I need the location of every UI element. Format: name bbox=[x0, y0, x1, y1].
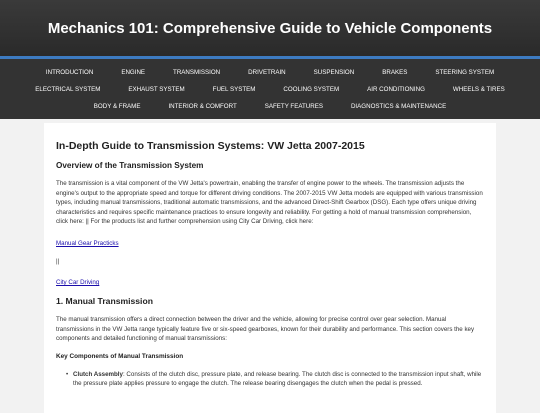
nav-link-diagnostics-maintenance[interactable]: DIAGNOSTICS & MAINTENANCE bbox=[350, 103, 447, 110]
nav-link-wheels-tires[interactable]: WHEELS & TIRES bbox=[452, 86, 505, 93]
components-list bbox=[56, 370, 484, 389]
link-separator: || bbox=[56, 257, 60, 265]
list-item bbox=[66, 370, 484, 389]
manual-transmission-paragraph: The manual transmission offers a direct connection between the driver and the vehicle, allowing for precise control over gear selection. Manual transmissions in the VW Jetta range typically feature five or six-speed gearboxes, known for their durability and performance. This section covers the key components and detailed functioning of manual transmissions: bbox=[56, 315, 475, 343]
nav-link-suspension[interactable]: SUSPENSION bbox=[313, 69, 355, 76]
component-name: Clutch Assembly bbox=[73, 370, 123, 378]
nav-link-cooling-system[interactable]: COOLING SYSTEM bbox=[283, 86, 340, 93]
city-car-driving-link[interactable]: City Car Driving bbox=[56, 278, 100, 286]
overview-paragraph: The transmission is a vital component of the VW Jetta's powertrain, enabling the transfer of engine power to the wheels. The transmission adjusts the engine's output to the appropriate speed and torque for different driving conditions. The 2007-2015 VW Jetta models are equipped with various transmission types, including manual transmissions, traditional automatic transmissions, and the advanced Direct-Shift Gearbox (DSG). Each type offers unique driving characteristics and requires specific maintenance practices to ensure longevity and reliability. For getting a hold of manual transmission comprehension, click here: || For the products list and further comprehension using City Car Driving, click here: bbox=[56, 180, 483, 226]
link-block bbox=[56, 236, 484, 248]
nav-link-brakes[interactable]: BRAKES bbox=[382, 69, 408, 76]
key-components-heading: Key Components of Manual Transmission bbox=[56, 352, 184, 360]
article-title: In-Depth Guide to Transmission Systems: VW Jetta 2007-2015 bbox=[56, 140, 365, 152]
overview-heading: Overview of the Transmission System bbox=[56, 161, 204, 170]
article-content bbox=[44, 123, 496, 413]
nav-link-drivetrain[interactable]: DRIVETRAIN bbox=[248, 69, 286, 76]
main-nav bbox=[0, 59, 540, 119]
nav-row bbox=[10, 81, 530, 98]
nav-link-transmission[interactable]: TRANSMISSION bbox=[173, 69, 221, 76]
site-title: Mechanics 101: Comprehensive Guide to Vehicle Components bbox=[47, 19, 493, 37]
nav-row bbox=[10, 64, 530, 81]
nav-link-electrical-system[interactable]: ELECTRICAL SYSTEM bbox=[35, 86, 101, 93]
nav-link-air-conditioning[interactable]: AIR CONDITIONING bbox=[367, 86, 425, 93]
site-header bbox=[0, 0, 540, 56]
nav-link-steering-system[interactable]: STEERING SYSTEM bbox=[435, 69, 495, 76]
nav-link-interior-comfort[interactable]: INTERIOR & COMFORT bbox=[168, 103, 237, 110]
manual-transmission-heading: 1. Manual Transmission bbox=[56, 295, 153, 306]
nav-link-exhaust-system[interactable]: EXHAUST SYSTEM bbox=[128, 86, 185, 93]
nav-link-safety-features[interactable]: SAFETY FEATURES bbox=[264, 103, 323, 110]
link-block bbox=[56, 275, 484, 287]
manual-gear-practicks-link[interactable]: Manual Gear Practicks bbox=[56, 239, 119, 247]
nav-link-engine[interactable]: ENGINE bbox=[121, 69, 146, 76]
nav-link-introduction[interactable]: INTRODUCTION bbox=[45, 69, 94, 76]
nav-row bbox=[10, 98, 530, 115]
bullet-icon: • bbox=[66, 370, 69, 378]
nav-link-fuel-system[interactable]: FUEL SYSTEM bbox=[212, 86, 256, 93]
nav-link-body-frame[interactable]: BODY & FRAME bbox=[93, 103, 141, 110]
component-description: : Consists of the clutch disc, pressure plate, and release bearing. The clutch disc is connected to the transmission input shaft, while the pressure plate applies pressure to engage the clutch. The release bearing disengages the clutch when the pedal is pressed. bbox=[73, 370, 482, 388]
